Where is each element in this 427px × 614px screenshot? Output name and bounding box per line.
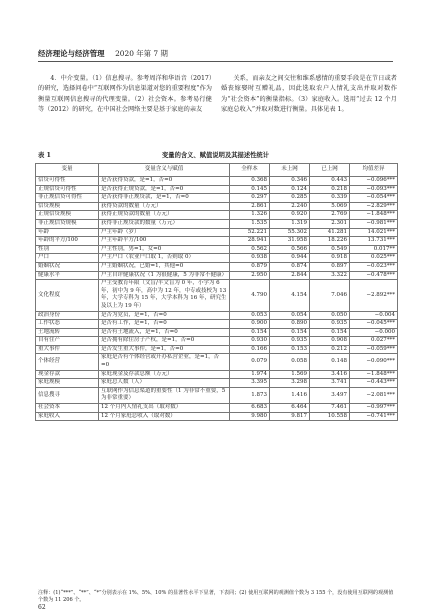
table-row <box>36 345 398 354</box>
table-row <box>36 320 398 329</box>
cell-full-sample: 28.941 <box>230 237 270 246</box>
cell-variable: 年龄 <box>36 228 99 237</box>
header-offline: 未上网 <box>270 164 310 177</box>
cell-online: 0.935 <box>310 320 350 329</box>
cell-definition: 户主自评健康状况（1 为很健康，5 为非常不健康） <box>99 271 230 280</box>
cell-offline: 0.285 <box>270 194 310 203</box>
cell-online: 0.549 <box>310 245 350 254</box>
table-row <box>36 337 398 346</box>
cell-offline: 0.920 <box>270 211 310 220</box>
cell-mean-difference: 0.025*** <box>350 254 398 263</box>
cell-mean-difference: −2.829*** <box>350 202 398 211</box>
cell-offline: 0.890 <box>270 320 310 329</box>
cell-definition: 户主受教育年限（文盲/半文盲为 0 年，小学为 6 年，初中为 9 年，高中为 12 年，中专或技校为 13 年，大学专科为 15 年，大学本科为 16 年，研究生及以上为 19 年） <box>99 280 230 311</box>
header-full-sample: 全样本 <box>230 164 270 177</box>
cell-mean-difference: −0.004 <box>350 311 398 320</box>
cell-offline: 9.817 <box>270 412 310 421</box>
paragraph-mediator-variables: 4．中介变量。（1）信息搜寻。参考周洋和华语音（2017）的研究，选择问卷中“互联网作为信息渠道对您的重要程度”作为衡量互联网信息搜寻的代理变量。（2）社会资本。参考易行健等（2012）的研究，在中国社会网络主要是基于家庭的亲友 <box>38 75 212 113</box>
cell-offline: 0.935 <box>270 337 310 346</box>
cell-mean-difference: −0.000 <box>350 328 398 337</box>
header-definition: 变量含义与赋值 <box>99 164 230 177</box>
cell-variable: 文化程度 <box>36 280 99 311</box>
cell-offline: 0.124 <box>270 185 310 194</box>
cell-definition: 12 个月家庭总收入（取对数） <box>99 412 230 421</box>
table-row <box>36 177 398 186</box>
cell-variable: 重大事件 <box>36 345 99 354</box>
cell-variable: 土地流转 <box>36 328 99 337</box>
table-row <box>36 185 398 194</box>
cell-online: 2.301 <box>310 219 350 228</box>
cell-offline: 0.566 <box>270 245 310 254</box>
cell-variable: 非正规信贷可得性 <box>36 194 99 203</box>
cell-definition: 是否拥有除住房子产权，是=1，否=0 <box>99 337 230 346</box>
cell-definition: 家庭是否有个体经营或开办私营企业，是=1，否=0 <box>99 354 230 370</box>
cell-definition: 是否获得正规贷款，是=1，否=0 <box>99 185 230 194</box>
table-row <box>36 387 398 403</box>
cell-online: 0.218 <box>310 185 350 194</box>
cell-offline: 3.298 <box>270 379 310 388</box>
cell-online: 0.443 <box>310 177 350 186</box>
table-header-row <box>36 164 398 177</box>
table-title: 变量的含义、赋值说明及其描述性统计 <box>161 152 270 159</box>
cell-variable: 现金存款 <box>36 370 99 379</box>
cell-variable: 健康水平 <box>36 271 99 280</box>
cell-full-sample: 0.297 <box>230 194 270 203</box>
cell-mean-difference: −0.023*** <box>350 262 398 271</box>
cell-online: 0.339 <box>310 194 350 203</box>
cell-online: 0.908 <box>310 337 350 346</box>
table-row <box>36 262 398 271</box>
cell-online: 0.212 <box>310 345 350 354</box>
cell-online: 18.226 <box>310 237 350 246</box>
cell-offline: 0.058 <box>270 354 310 370</box>
cell-offline: 0.874 <box>270 262 310 271</box>
cell-full-sample: 0.053 <box>230 311 270 320</box>
cell-full-sample: 2.861 <box>230 202 270 211</box>
cell-variable: 正规信贷可得性 <box>36 185 99 194</box>
cell-definition: 是否有土地流入，是=1，否=0 <box>99 328 230 337</box>
cell-definition: 互联网作为信息渠道的重要性（1 为非常不重要，5 为非常重要） <box>99 387 230 403</box>
table-row <box>36 280 398 311</box>
cell-mean-difference: −0.045*** <box>350 320 398 329</box>
header-variable: 变量 <box>36 164 99 177</box>
cell-definition: 是否有工作，是=1，否=0 <box>99 320 230 329</box>
journal-header <box>38 48 393 62</box>
cell-full-sample: 9.980 <box>230 412 270 421</box>
descriptive-statistics-table <box>35 163 398 421</box>
cell-mean-difference: −0.090*** <box>350 354 398 370</box>
table-row <box>36 219 398 228</box>
cell-mean-difference: −2.081*** <box>350 387 398 403</box>
cell-mean-difference: −0.093*** <box>350 185 398 194</box>
cell-variable: 工作状态 <box>36 320 99 329</box>
cell-mean-difference: −0.478*** <box>350 271 398 280</box>
cell-online: 0.897 <box>310 262 350 271</box>
cell-definition: 是否为党员，是=1，否=0 <box>99 311 230 320</box>
cell-online: 0.050 <box>310 311 350 320</box>
cell-full-sample: 2.950 <box>230 271 270 280</box>
cell-variable: 信息搜寻 <box>36 387 99 403</box>
cell-variable: 政治身份 <box>36 311 99 320</box>
cell-mean-difference: 14.021*** <box>350 228 398 237</box>
table-body <box>36 177 398 421</box>
cell-variable: 非正规信贷规模 <box>36 219 99 228</box>
cell-online: 7.461 <box>310 404 350 413</box>
cell-definition: 是否发生重大事件，是=1，否=0 <box>99 345 230 354</box>
cell-mean-difference: −0.443*** <box>350 379 398 388</box>
cell-online: 2.769 <box>310 211 350 220</box>
cell-definition: 户主户口（农业户口取 1，否则取 0） <box>99 254 230 263</box>
table-row <box>36 271 398 280</box>
cell-mean-difference: 13.731*** <box>350 237 398 246</box>
cell-definition: 获得正规贷款的数量（万元） <box>99 211 230 220</box>
table-row <box>36 311 398 320</box>
cell-variable: 自有住产 <box>36 337 99 346</box>
cell-full-sample: 0.938 <box>230 254 270 263</box>
table-caption <box>38 150 393 160</box>
paragraph-social-capital: 关系，而亲友之间交往和维系感情的重要手段是在节日或者婚丧嫁娶时互赠礼品，因此选取农户人情礼支出并取对数作为“社会资本”的衡量指标。（3）家庭收入。选用“过去 12 个月家庭总收入”并取对数进行衡量。具体见表 1。 <box>221 75 397 113</box>
cell-offline: 1.416 <box>270 387 310 403</box>
cell-mean-difference: 0.017** <box>350 245 398 254</box>
cell-online: 10.558 <box>310 412 350 421</box>
table-row <box>36 194 398 203</box>
cell-variable: 户口 <box>36 254 99 263</box>
cell-variable: 性别 <box>36 245 99 254</box>
table-row <box>36 379 398 388</box>
cell-definition: 是否获得贷款，是=1，否=0 <box>99 177 230 186</box>
cell-online: 41.281 <box>310 228 350 237</box>
table-number: 表 1 <box>38 152 51 159</box>
page-number: 62 <box>38 604 46 611</box>
cell-definition: 户主年龄（岁） <box>99 228 230 237</box>
header-mean-difference: 均值差异 <box>350 164 398 177</box>
table-row <box>36 245 398 254</box>
cell-online: 0.918 <box>310 254 350 263</box>
cell-full-sample: 0.079 <box>230 354 270 370</box>
cell-full-sample: 0.930 <box>230 337 270 346</box>
cell-online: 0.148 <box>310 354 350 370</box>
table-row <box>36 412 398 421</box>
body-column-right <box>221 74 397 115</box>
table-row <box>36 404 398 413</box>
cell-definition: 家庭现金及存款总额（万元） <box>99 370 230 379</box>
cell-online: 3.322 <box>310 271 350 280</box>
table-row <box>36 228 398 237</box>
cell-full-sample: 0.879 <box>230 262 270 271</box>
cell-offline: 4.154 <box>270 280 310 311</box>
body-column-left <box>38 74 212 115</box>
cell-full-sample: 0.166 <box>230 345 270 354</box>
cell-definition: 获得非正规贷款的数量（万元） <box>99 219 230 228</box>
cell-offline: 1.319 <box>270 219 310 228</box>
cell-full-sample: 1.535 <box>230 219 270 228</box>
cell-offline: 1.569 <box>270 370 310 379</box>
cell-full-sample: 0.900 <box>230 320 270 329</box>
cell-full-sample: 1.873 <box>230 387 270 403</box>
cell-offline: 55.302 <box>270 228 310 237</box>
cell-online: 3.741 <box>310 379 350 388</box>
journal-name: 经济理论与经济管理 <box>38 49 105 58</box>
cell-full-sample: 6.683 <box>230 404 270 413</box>
cell-mean-difference: 0.027*** <box>350 337 398 346</box>
table-row <box>36 202 398 211</box>
cell-mean-difference: −1.848*** <box>350 370 398 379</box>
cell-full-sample: 1.974 <box>230 370 270 379</box>
cell-full-sample: 3.395 <box>230 379 270 388</box>
cell-offline: 0.346 <box>270 177 310 186</box>
cell-variable: 信贷可得性 <box>36 177 99 186</box>
cell-offline: 6.464 <box>270 404 310 413</box>
cell-definition: 家庭总人数（人） <box>99 379 230 388</box>
cell-variable: 家庭规模 <box>36 379 99 388</box>
cell-definition: 获得贷款的数量（万元） <box>99 202 230 211</box>
cell-online: 3.497 <box>310 387 350 403</box>
cell-offline: 2.844 <box>270 271 310 280</box>
cell-offline: 0.054 <box>270 311 310 320</box>
cell-offline: 0.154 <box>270 328 310 337</box>
cell-variable: 社会资本 <box>36 404 99 413</box>
cell-mean-difference: −0.096*** <box>350 177 398 186</box>
cell-full-sample: 0.145 <box>230 185 270 194</box>
cell-variable: 正规信贷规模 <box>36 211 99 220</box>
cell-variable: 年龄的平方/100 <box>36 237 99 246</box>
cell-full-sample: 4.790 <box>230 280 270 311</box>
cell-offline: 0.944 <box>270 254 310 263</box>
table-row <box>36 211 398 220</box>
cell-mean-difference: −2.892*** <box>350 280 398 311</box>
cell-variable: 婚姻状况 <box>36 262 99 271</box>
cell-mean-difference: −0.997*** <box>350 404 398 413</box>
cell-mean-difference: −0.054*** <box>350 194 398 203</box>
table-footnote: 注释：(1)“***”、“**”、“*”分别表示在 1%、5%、10% 的显著性水平下显著，下表同；(2) 使用互联网的观测值个数为 3 155 个，没有使用互联网的观测值个数为 11 206 个。 <box>38 590 394 604</box>
cell-variable: 信贷规模 <box>36 202 99 211</box>
cell-full-sample: 0.562 <box>230 245 270 254</box>
cell-definition: 户主性别，男=1，女=0 <box>99 245 230 254</box>
table-row <box>36 354 398 370</box>
cell-mean-difference: −0.741*** <box>350 412 398 421</box>
cell-full-sample: 0.368 <box>230 177 270 186</box>
cell-definition: 户主年龄平方/100 <box>99 237 230 246</box>
cell-offline: 31.958 <box>270 237 310 246</box>
cell-definition: 12 个月内人情礼支出（取对数） <box>99 404 230 413</box>
table-row <box>36 254 398 263</box>
cell-online: 7.046 <box>310 280 350 311</box>
table-row <box>36 237 398 246</box>
cell-variable: 家庭收入 <box>36 412 99 421</box>
cell-offline: 0.153 <box>270 345 310 354</box>
cell-mean-difference: −0.981*** <box>350 219 398 228</box>
cell-online: 0.154 <box>310 328 350 337</box>
cell-variable: 个体经营 <box>36 354 99 370</box>
table-row <box>36 328 398 337</box>
cell-full-sample: 52.221 <box>230 228 270 237</box>
table-row <box>36 370 398 379</box>
cell-full-sample: 0.154 <box>230 328 270 337</box>
cell-definition: 是否获得非正规贷款，是=1，否=0 <box>99 194 230 203</box>
cell-mean-difference: −0.059*** <box>350 345 398 354</box>
cell-online: 5.069 <box>310 202 350 211</box>
cell-offline: 2.240 <box>270 202 310 211</box>
cell-mean-difference: −1.848*** <box>350 211 398 220</box>
issue-label: 2020 年第 7 期 <box>115 49 168 58</box>
cell-definition: 户主婚姻状况，已婚=1，其他=0 <box>99 262 230 271</box>
cell-online: 3.416 <box>310 370 350 379</box>
cell-full-sample: 1.326 <box>230 211 270 220</box>
header-online: 已上网 <box>310 164 350 177</box>
